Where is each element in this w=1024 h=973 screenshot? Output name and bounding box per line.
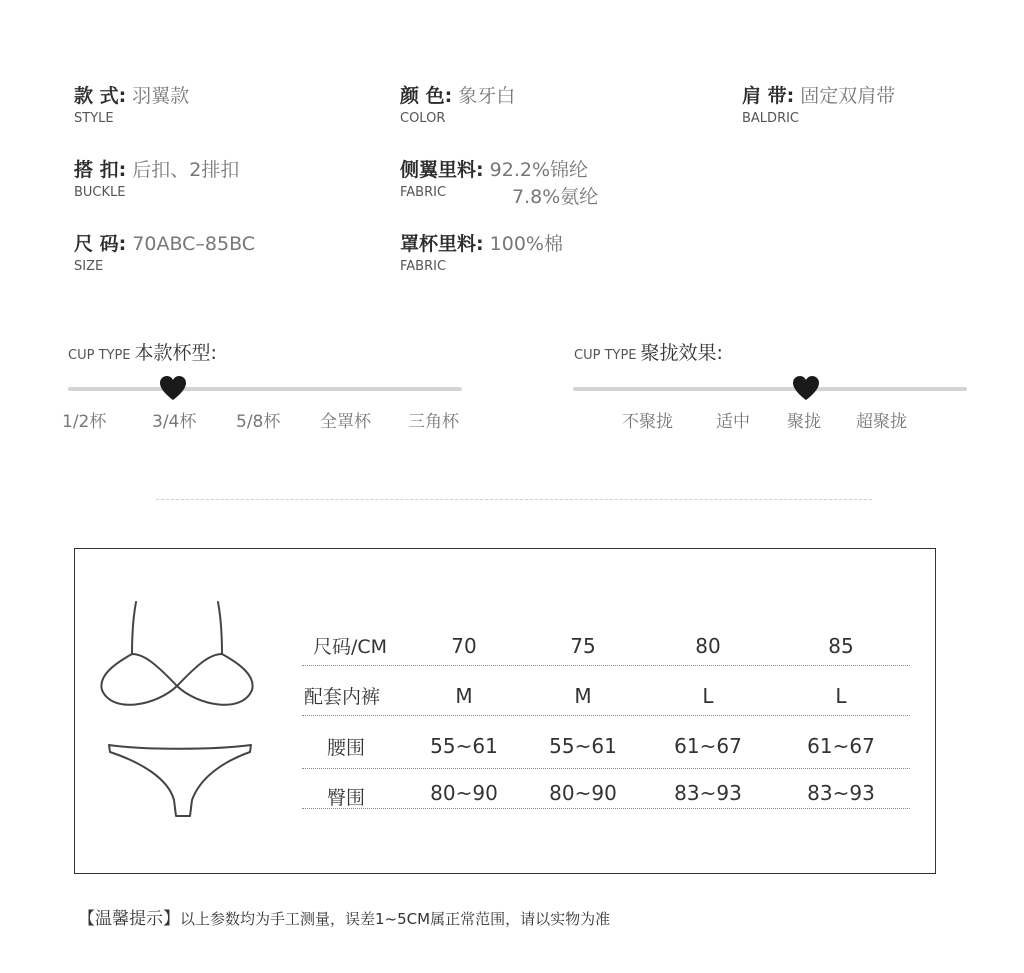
table-cell: 61~67 (674, 734, 742, 758)
warm-tip-text: 以上参数均为手工测量，误差1~5CM属正常范围，请以实物为准 (180, 910, 611, 928)
spec-cup-fabric (400, 229, 563, 274)
spec-baldric (742, 81, 895, 126)
warm-tip-title: 【温馨提示】 (78, 909, 180, 929)
cup-type-en: CUP TYPE (68, 348, 131, 363)
cup-type-track (68, 387, 462, 391)
table-cell: 55~61 (549, 734, 617, 758)
push-up-track (573, 387, 967, 391)
table-cell: 83~93 (674, 781, 742, 805)
size-header-cell: 75 (570, 634, 596, 658)
spec-size (74, 229, 255, 274)
spec-en: FABRIC (400, 185, 447, 200)
push-up-option: 适中 (716, 412, 750, 432)
size-header-cell: 85 (828, 634, 854, 658)
row-divider (302, 808, 910, 809)
table-cell: 80~90 (430, 781, 498, 805)
cup-option: 全罩杯 (320, 412, 371, 432)
table-cell: L (702, 684, 714, 708)
row-divider (302, 768, 910, 769)
spec-en: BUCKLE (74, 185, 126, 200)
heart-icon (159, 375, 187, 401)
table-cell: M (574, 684, 592, 708)
table-cell: 83~93 (807, 781, 875, 805)
cup-option: 1/2杯 (62, 412, 107, 432)
push-up-option: 超聚拢 (856, 412, 907, 432)
table-cell: L (835, 684, 847, 708)
cup-type-heading (68, 338, 217, 365)
table-cell: 55~61 (430, 734, 498, 758)
push-up-en: CUP TYPE (574, 348, 637, 363)
push-up-option: 不聚拢 (622, 412, 673, 432)
push-up-title: 聚拢效果: (640, 342, 723, 364)
bra-illustration (96, 598, 258, 722)
cup-option: 三角杯 (408, 412, 459, 432)
push-up-option: 聚拢 (787, 412, 821, 432)
spec-en: SIZE (74, 259, 104, 274)
spec-label: 款 式: (74, 85, 127, 107)
spec-value: 羽翼款 (132, 85, 190, 107)
spec-label: 颜 色: (400, 85, 453, 107)
size-header-cell: 80 (695, 634, 721, 658)
spec-value-second: 7.8%氨纶 (512, 186, 599, 208)
row-divider (302, 665, 910, 666)
spec-value: 100%棉 (489, 233, 563, 255)
cup-option: 3/4杯 (152, 412, 197, 432)
spec-value: 92.2%锦纶 (489, 159, 589, 181)
spec-label: 罩杯里料: (400, 233, 484, 255)
table-row-label: 腰围 (327, 737, 366, 759)
size-header-label: 尺码/CM (313, 636, 388, 658)
table-row-label: 配套内裤 (304, 686, 381, 708)
spec-label: 尺 码: (74, 233, 127, 255)
spec-en: STYLE (74, 111, 114, 126)
dashed-divider (156, 499, 872, 500)
spec-style (74, 81, 189, 126)
spec-en: COLOR (400, 111, 446, 126)
spec-value: 象牙白 (458, 85, 516, 107)
spec-value: 70ABC–85BC (132, 233, 256, 255)
spec-label: 搭 扣: (74, 159, 127, 181)
spec-side-fabric (400, 155, 599, 208)
spec-color (400, 81, 515, 126)
cup-type-title: 本款杯型: (134, 342, 217, 364)
table-cell: 61~67 (807, 734, 875, 758)
spec-value: 固定双肩带 (800, 85, 896, 107)
spec-label: 侧翼里料: (400, 159, 484, 181)
table-cell: M (455, 684, 473, 708)
push-up-heading (574, 338, 723, 365)
table-row-label: 臀围 (327, 787, 366, 809)
panty-illustration (104, 740, 256, 822)
cup-option: 5/8杯 (236, 412, 281, 432)
spec-label: 肩 带: (742, 85, 795, 107)
size-header-cell: 70 (451, 634, 477, 658)
row-divider (302, 715, 910, 716)
heart-icon (792, 375, 820, 401)
spec-en: BALDRIC (742, 111, 800, 126)
table-cell: 80~90 (549, 781, 617, 805)
warm-tip (78, 904, 610, 929)
spec-value: 后扣、2排扣 (132, 159, 240, 181)
spec-en: FABRIC (400, 259, 447, 274)
spec-buckle (74, 155, 239, 200)
